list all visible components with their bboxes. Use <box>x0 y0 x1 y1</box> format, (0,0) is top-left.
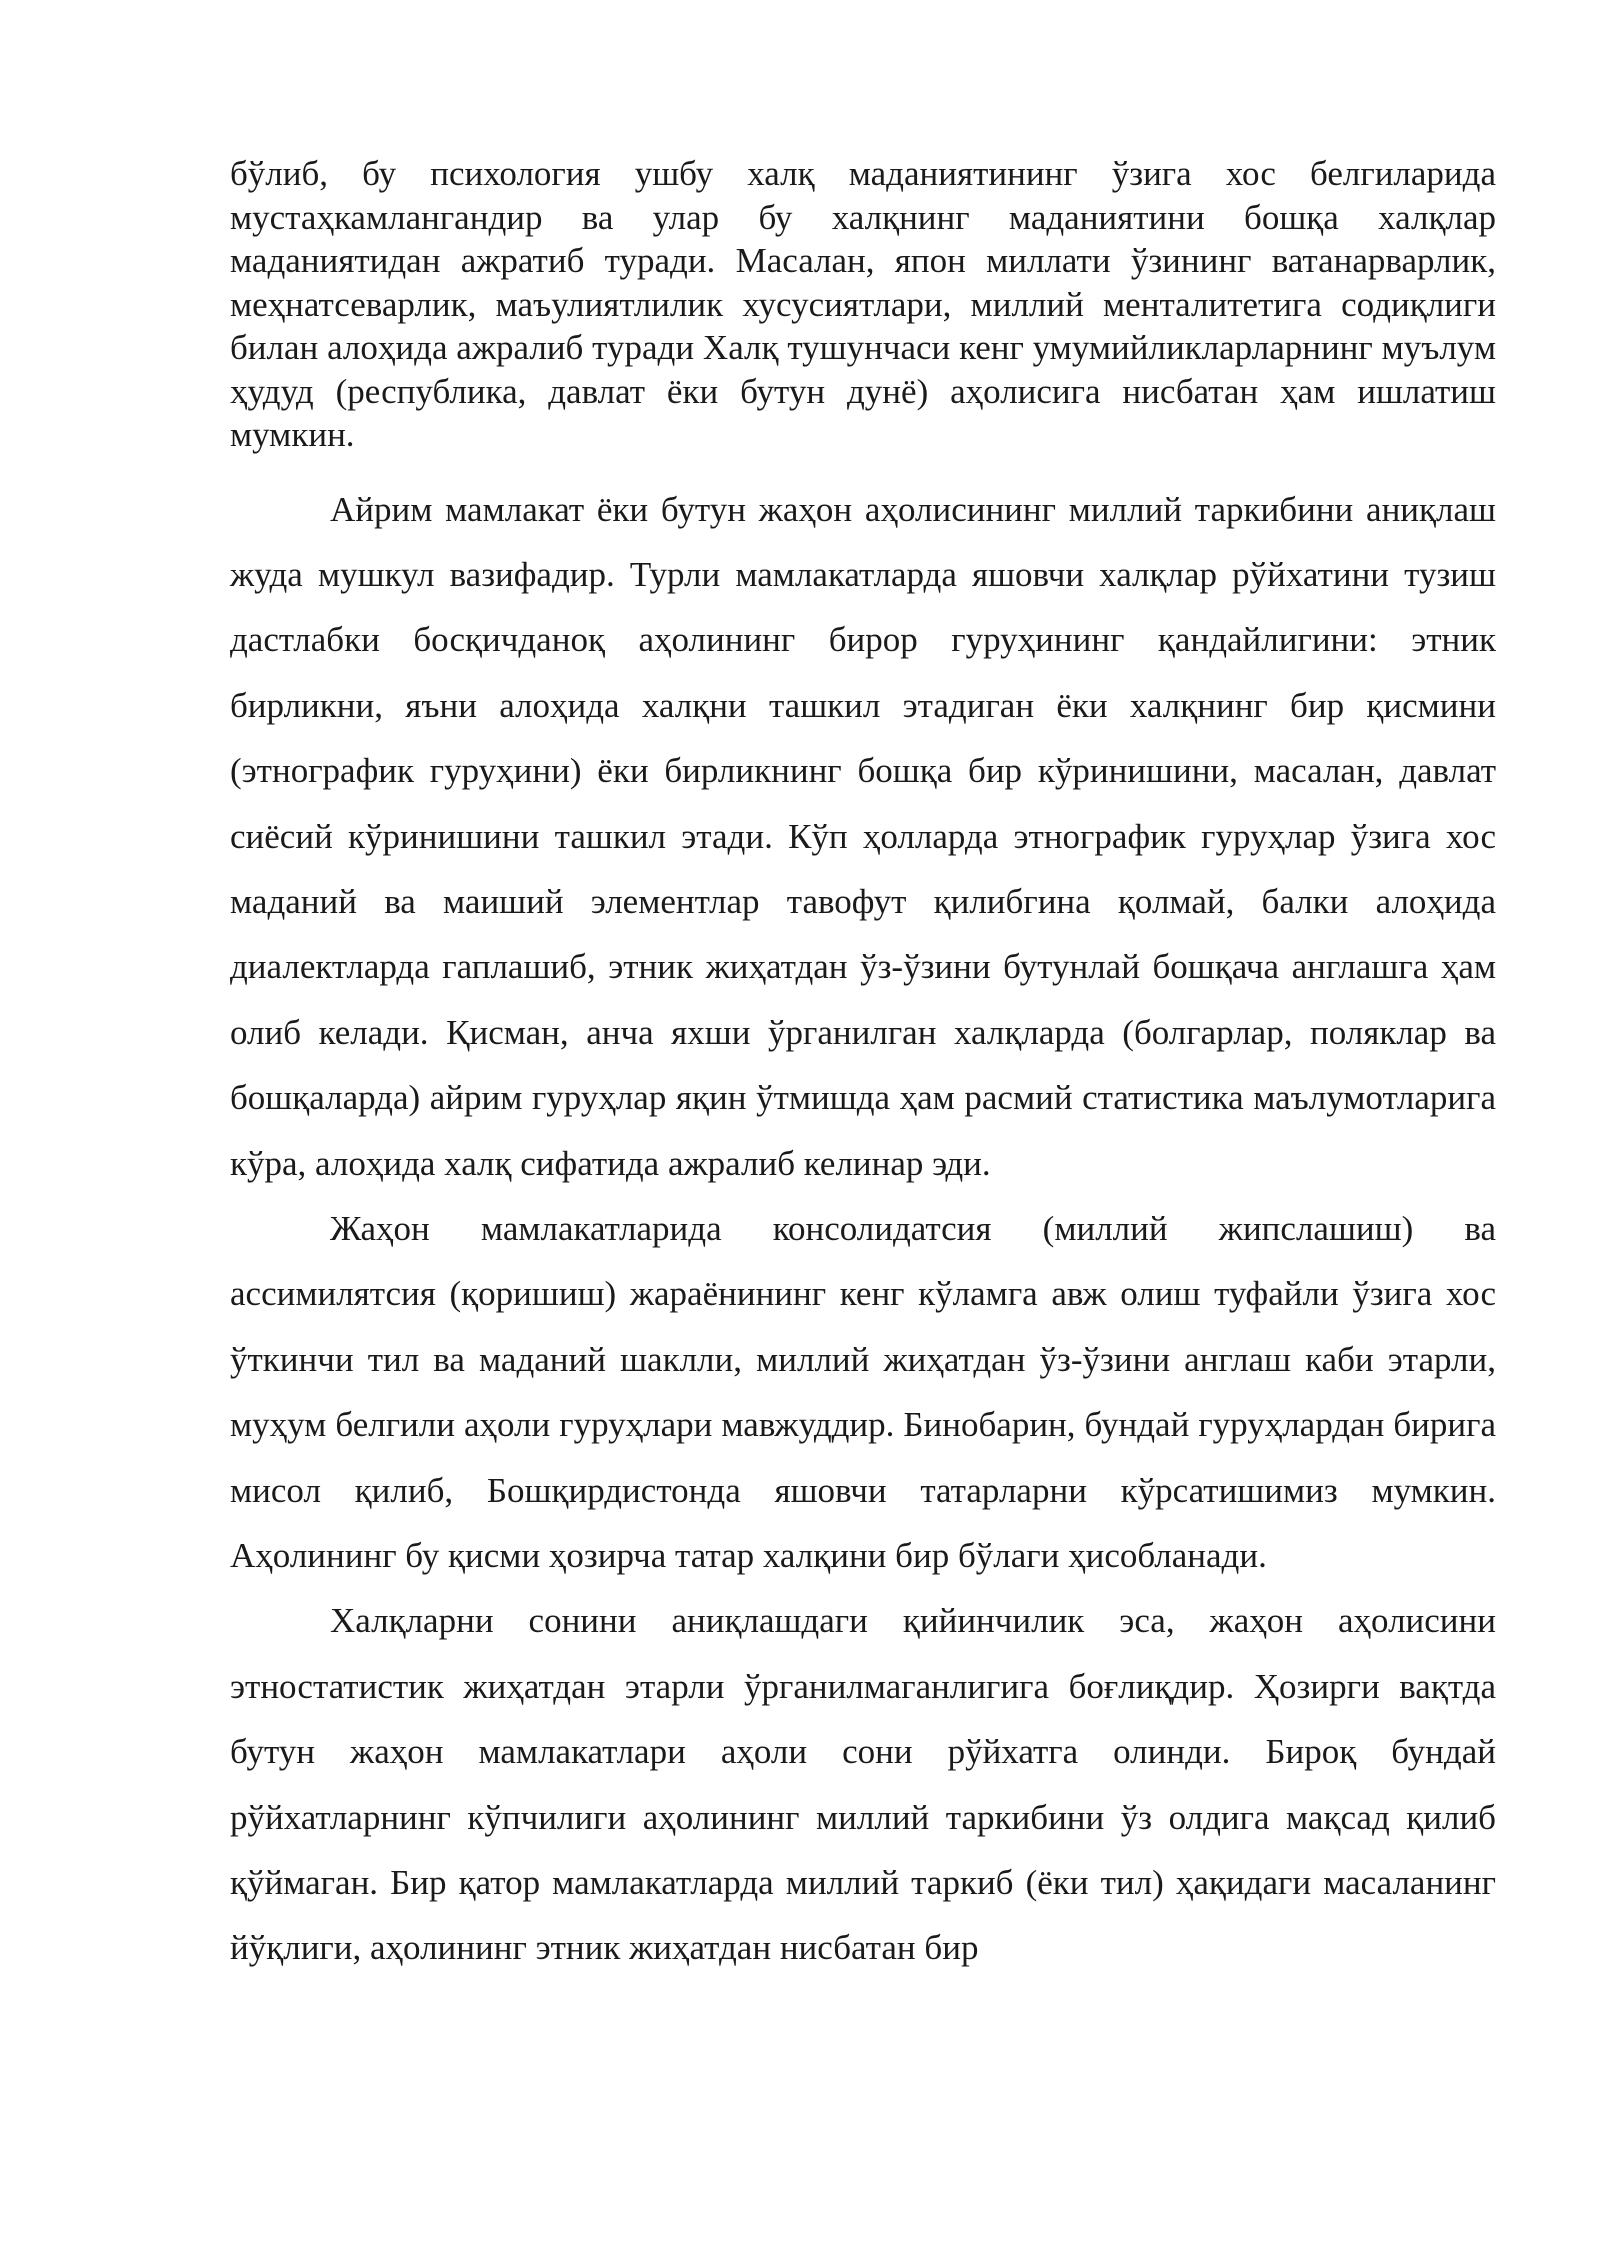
paragraph-1: бўлиб, бу психология ушбу халқ маданиятининг ўзига хос белгиларида мустаҳкамлангандир ва улар бу халқнинг маданиятини бошқа халқлар маданиятидан ажратиб туради. Масалан, япон миллати ўзининг ватанарварлик, меҳнатсеварлик, маъулиятлилик хусусиятлари, миллий менталитетига содиқлиги билан алоҳида ажралиб туради Халқ тушунчаси кенг умумийликларларнинг муълум ҳудуд (республика, давлат ёки бутун дунё) аҳолисига нисбатан ҳам ишлатиш мумкин. <box>230 154 1496 454</box>
paragraph-3: Жаҳон мамлакатларида консолидатсия (миллий жипслашиш) ва ассимилятсия (қоришиш) жараёнининг кенг кўламга авж олиш туфайли ўзига хос ўткинчи тил ва маданий шаклли, миллий жиҳатдан ўз-ўзини англаш каби этарли, муҳум белгили аҳоли гуруҳлари мавжуддир. Бинобарин, бундай гуруҳлардан бирига мисол қилиб, Бошқирдистонда яшовчи татарларни кўрсатишимиз мумкин. Аҳолининг бу қисми ҳозирча татар халқини бир бўлаги ҳисобланади. <box>230 1208 1496 1575</box>
paragraph-4: Халқларни сонини аниқлашдаги қийинчилик эса, жаҳон аҳолисини этностатистик жиҳатдан этарли ўрганилмаганлигига боғлиқдир. Ҳозирги вақтда бутун жаҳон мамлакатлари аҳоли сони рўйхатга олинди. Бироқ бундай рўйхатларнинг кўпчилиги аҳолининг миллий таркибини ўз олдига мақсад қилиб қўймаган. Бир қатор мамлакатларда миллий таркиб (ёки тил) ҳақидаги масаланинг йўқлиги, аҳолининг этник жиҳатдан нисбатан бир <box>230 1601 1496 1968</box>
paragraph-2: Айрим мамлакат ёки бутун жаҳон аҳолисининг миллий таркибини аниқлаш жуда мушкул вазифадир. Турли мамлакатларда яшовчи халқлар рўйхатини тузиш дастлабки босқичданоқ аҳолининг бирор гуруҳининг қандайлигини: этник бирликни, яъни алоҳида халқни ташкил этадиган ёки халқнинг бир қисмини (этнографик гуруҳини) ёки бирликнинг бошқа бир кўринишини, масалан, давлат сиёсий кўринишини ташкил этади. Кўп ҳолларда этнографик гуруҳлар ўзига хос маданий ва маиший элементлар тавофут қилибгина қолмай, балки алоҳида диалектларда гаплашиб, этник жиҳатдан ўз-ўзини бутунлай бошқача англашга ҳам олиб келади. Қисман, анча яхши ўрганилган халқларда (болгарлар, поляклар ва бошқаларда) айрим гуруҳлар яқин ўтмишда ҳам расмий статистика маълумотларига кўра, алоҳида халқ сифатида ажралиб келинар эди. <box>230 489 1496 1183</box>
document-body <box>230 152 1496 1981</box>
